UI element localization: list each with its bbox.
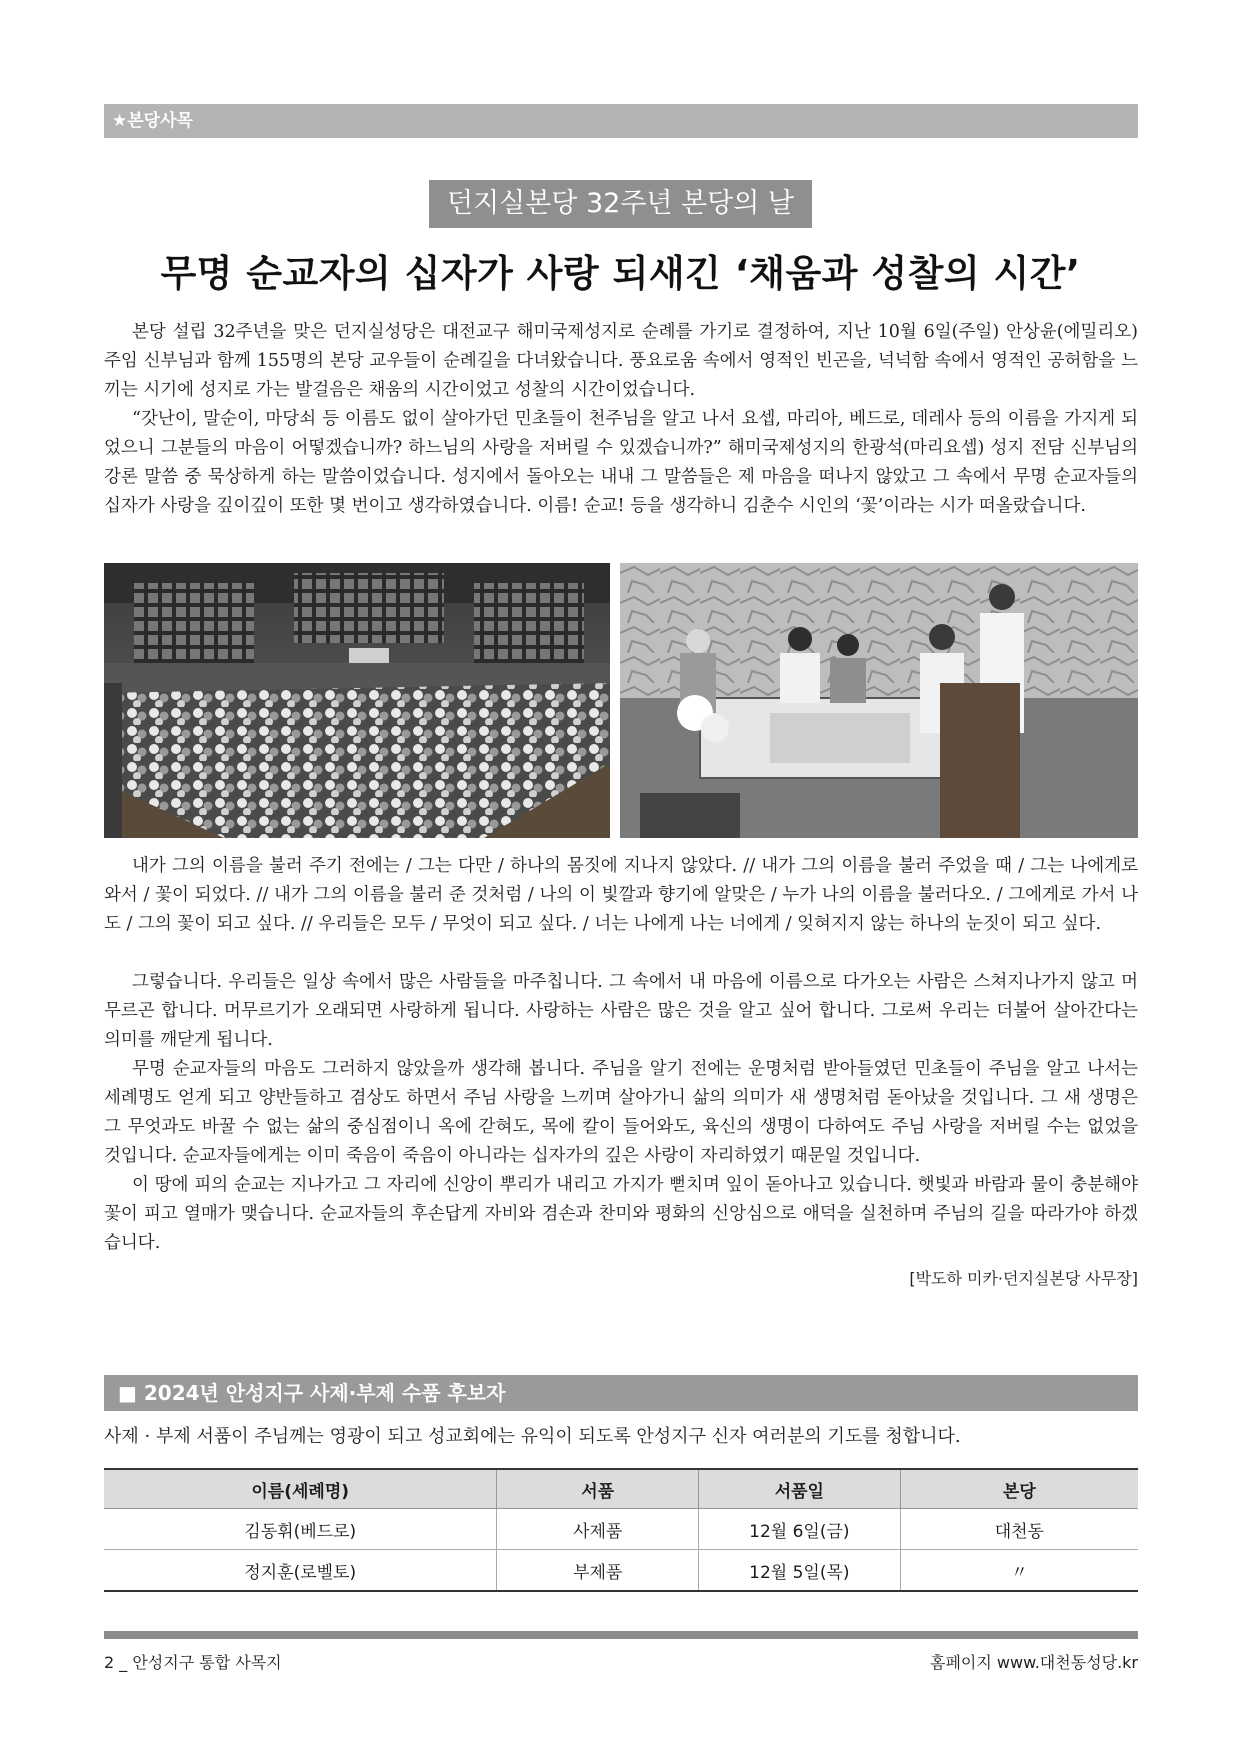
article-kicker: 던지실본당 32주년 본당의 날 bbox=[429, 180, 812, 228]
footer-homepage-link[interactable]: 홈페이지 www.대천동성당.kr bbox=[930, 1653, 1138, 1672]
column-header: 이름(세례명) bbox=[104, 1469, 497, 1509]
kicker-wrap bbox=[0, 180, 1241, 228]
section-label: ★본당사목 bbox=[104, 104, 1138, 138]
article-body-bottom bbox=[104, 852, 1138, 1293]
table-cell: 12월 5일(목) bbox=[699, 1550, 901, 1592]
table-cell: 〃 bbox=[900, 1550, 1138, 1592]
table-cell: 부제품 bbox=[497, 1550, 699, 1592]
table-row bbox=[104, 1509, 1138, 1550]
article-body-top bbox=[104, 318, 1138, 521]
column-header: 서품 bbox=[497, 1469, 699, 1509]
table-cell: 사제품 bbox=[497, 1509, 699, 1550]
paragraph: “갓난이, 말순이, 마당쇠 등 이름도 없이 살아가던 민초들이 천주님을 알고 나서 요셉, 마리아, 베드로, 데레사 등의 이름을 가지게 되었으니 그분들의 마음이 어떻겠습니까? 하느님의 사랑을 저버릴 수 있겠습니까?” 해미국제성지의 한광석(마리요셉) 성지 전담 신부님의 강론 말씀 중 묵상하게 하는 말씀이었습니다. 성지에서 돌아오는 내내 그 말씀들은 제 마음을 떠나지 않았고 그 속에서 무명 순교자들의 십자가 사랑을 깊이깊이 또한 몇 번이고 생각하였습니다. 이름! 순교! 등을 생각하니 김춘수 시인의 ‘꽃’이라는 시가 떠올랐습니다. bbox=[104, 409, 1138, 516]
candidates-intro: 사제 · 부제 서품이 주님께는 영광이 되고 성교회에는 유익이 되도록 안성지구 신자 여러분의 기도를 청합니다. bbox=[104, 1426, 961, 1447]
paragraph: 그렇습니다. 우리들은 일상 속에서 많은 사람들을 마주칩니다. 그 속에서 내 마음에 이름으로 다가오는 사람은 스쳐지나가지 않고 머무르곤 합니다. 머무르기가 오래되면 사랑하게 됩니다. 사랑하는 사람은 많은 것을 알고 싶어 합니다. 그로써 우리는 더불어 살아간다는 의미를 깨닫게 됩니다. bbox=[104, 972, 1138, 1050]
table-header-row bbox=[104, 1469, 1138, 1509]
column-header: 본당 bbox=[900, 1469, 1138, 1509]
candidates-table bbox=[104, 1468, 1138, 1592]
poem: 내가 그의 이름을 불러 주기 전에는 / 그는 다만 / 하나의 몸짓에 지나지 않았다. // 내가 그의 이름을 불러 주었을 때 / 그는 나에게로 와서 / 꽃이 되었다. // 내가 그의 이름을 불러 준 것처럼 / 나의 이 빛깔과 향기에 알맞은 / 누가 나의 이름을 불러다오. / 그에게로 가서 나도 / 그의 꽃이 되고 싶다. // 우리들은 모두 / 무엇이 되고 싶다. / 너는 나에게 나는 너에게 / 잊혀지지 않는 하나의 눈짓이 되고 싶다. bbox=[104, 856, 1138, 934]
article-signature: [박도하 미카·던지실본당 사무장] bbox=[909, 1269, 1138, 1288]
footer-rule bbox=[104, 1631, 1138, 1639]
table-cell: 12월 6일(금) bbox=[699, 1509, 901, 1550]
paragraph: 무명 순교자들의 마음도 그러하지 않았을까 생각해 봅니다. 주님을 알기 전에는 운명처럼 받아들였던 민초들이 주님을 알고 나서는 세례명도 얻게 되고 양반들하고 겸상도 하면서 주님 사랑을 느끼며 살아가니 삶의 의미가 새 생명처럼 돋아났을 것입니다. 그 새 생명은 그 무엇과도 바꿀 수 없는 삶의 중심점이니 옥에 갇혀도, 목에 칼이 들어와도, 육신의 생명이 다하여도 주님 사랑을 저버릴 수는 없었을 것입니다. 순교자들에게는 이미 죽음이 죽음이 아니라는 십자가의 깊은 사랑이 자리하였기 때문일 것입니다. bbox=[104, 1059, 1138, 1166]
mass-altar-photo bbox=[620, 563, 1138, 838]
candidates-section-title: ■ 2024년 안성지구 사제·부제 수품 후보자 bbox=[104, 1375, 1138, 1411]
congregation-photo bbox=[104, 563, 610, 838]
table-row bbox=[104, 1550, 1138, 1592]
table-cell: 정지훈(로벨토) bbox=[104, 1550, 497, 1592]
article-headline: 무명 순교자의 십자가 사랑 되새긴 ‘채움과 성찰의 시간’ bbox=[160, 252, 1081, 295]
paragraph: 본당 설립 32주년을 맞은 던지실성당은 대전교구 해미국제성지로 순례를 가기로 결정하여, 지난 10월 6일(주일) 안상윤(에밀리오) 주임 신부님과 함께 155명의 본당 교우들이 순례길을 다녀왔습니다. 풍요로움 속에서 영적인 빈곤을, 넉넉함 속에서 영적인 공허함을 느끼는 시기에 성지로 가는 발걸음은 채움의 시간이었고 성찰의 시간이었습니다. bbox=[104, 322, 1138, 400]
footer-page-info: 2 _ 안성지구 통합 사목지 bbox=[104, 1653, 282, 1672]
column-header: 서품일 bbox=[699, 1469, 901, 1509]
table-cell: 김동휘(베드로) bbox=[104, 1509, 497, 1550]
paragraph: 이 땅에 피의 순교는 지나가고 그 자리에 신앙이 뿌리가 내리고 가지가 뻗치며 잎이 돋아나고 있습니다. 햇빛과 바람과 물이 충분해야 꽃이 피고 열매가 맺습니다. 순교자들의 후손답게 자비와 겸손과 찬미와 평화의 신앙심으로 애덕을 실천하며 주님의 길을 따라가야 하겠습니다. bbox=[104, 1175, 1138, 1253]
table-cell: 대천동 bbox=[900, 1509, 1138, 1550]
